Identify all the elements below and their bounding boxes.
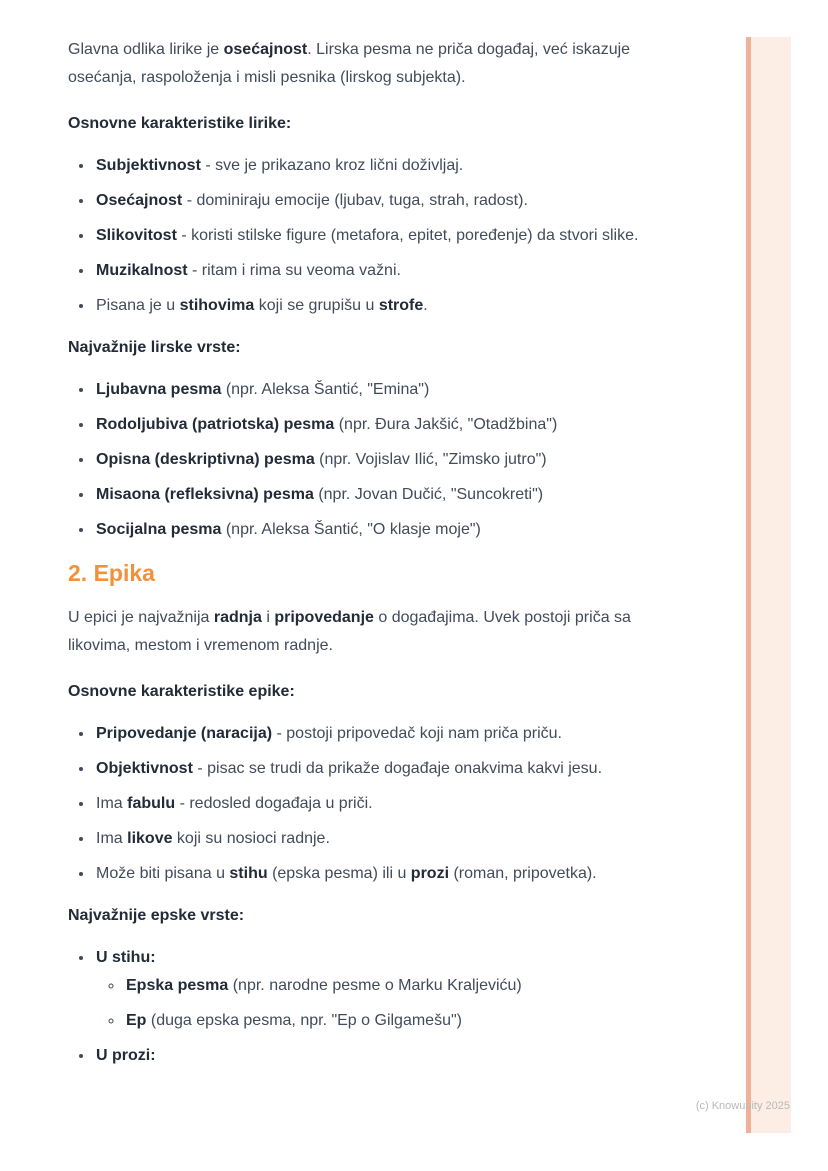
list-item [94, 152, 640, 180]
text-segment: stihu [229, 865, 268, 882]
text-segment: Ima [96, 795, 128, 812]
heading-epika: 2. Epika [68, 560, 155, 586]
epika-characteristics-list [68, 720, 640, 888]
text-segment: prozi [410, 865, 450, 882]
text-segment: (npr. Aleksa Šantić, "O klasje moje") [221, 521, 481, 538]
text-segment: Osećajnost [96, 192, 183, 209]
text-segment: Objektivnost [96, 760, 193, 777]
text-segment: (npr. narodne pesme o Marku Kraljeviću) [228, 977, 522, 994]
text-segment: Socijalna pesma [96, 521, 222, 538]
text-segment: (npr. Vojislav Ilić, "Zimsko jutro") [314, 451, 547, 468]
page-edge-stripe [746, 37, 791, 1133]
heading-epika-types: Najvažnije epske vrste: [68, 907, 245, 924]
list-item-text [96, 949, 156, 966]
text-segment: Pripovedanje (naracija) [96, 725, 273, 742]
text-segment: - koristi stilske figure (metafora, epitet, poređenje) da stvori slike. [176, 227, 639, 244]
list-item [94, 790, 640, 818]
text-segment: Glavna odlika lirike je [68, 41, 224, 58]
text-segment: U prozi: [96, 1047, 156, 1064]
list-item [94, 411, 640, 439]
list-item [94, 944, 640, 1035]
list-item [94, 720, 640, 748]
text-segment: - ritam i rima su veoma važni. [187, 262, 401, 279]
heading-epika-characteristics: Osnovne karakteristike epike: [68, 683, 295, 700]
text-segment: Ljubavna pesma [96, 381, 222, 398]
text-segment: strofe [378, 297, 424, 314]
lirika-characteristics-list [68, 152, 640, 320]
heading-lirika-characteristics: Osnovne karakteristike lirike: [68, 115, 292, 132]
lirika-types-list [68, 376, 640, 544]
list-item [94, 1042, 640, 1070]
list-item [94, 755, 640, 783]
text-segment: (npr. Jovan Dučić, "Suncokreti") [313, 486, 544, 503]
epika-verse-sublist [96, 972, 640, 1035]
list-item [94, 292, 640, 320]
list-item [94, 825, 640, 853]
text-segment: (npr. Aleksa Šantić, "Emina") [221, 381, 430, 398]
list-item [94, 516, 640, 544]
text-segment: pripovedanje [274, 609, 374, 626]
text-segment: stihovima [179, 297, 255, 314]
epika-types-list [68, 944, 640, 1070]
list-item [94, 257, 640, 285]
text-segment: fabulu [127, 795, 176, 812]
text-segment: Ima [96, 830, 128, 847]
text-segment: - postoji pripovedač koji nam priča priču. [272, 725, 562, 742]
text-segment: koji se grupišu u [254, 297, 379, 314]
text-segment: (npr. Đura Jakšić, "Otadžbina") [334, 416, 558, 433]
text-segment: U stihu: [96, 949, 156, 966]
list-item [94, 376, 640, 404]
text-segment: o događajima. Uvek postoji priča sa likovima, mestom i vremenom radnje. [68, 609, 631, 654]
intro-paragraph [68, 36, 640, 92]
list-item [94, 222, 640, 250]
text-segment: likove [127, 830, 173, 847]
text-segment: Pisana je u [96, 297, 180, 314]
text-segment: - pisac se trudi da prikaže događaje onakvima kakvi jesu. [192, 760, 603, 777]
text-segment: Može biti pisana u [96, 865, 230, 882]
text-segment: Slikovitost [96, 227, 177, 244]
text-segment: Rodoljubiva (patriotska) pesma [96, 416, 335, 433]
list-item [124, 1007, 640, 1035]
text-segment: . [423, 297, 428, 314]
list-item [94, 860, 640, 888]
text-segment: - sve je prikazano kroz lični doživljaj. [200, 157, 464, 174]
text-segment: osećajnost [223, 41, 308, 58]
text-segment: - redosled događaja u priči. [175, 795, 373, 812]
list-item [124, 972, 640, 1000]
text-segment: i [261, 609, 275, 626]
text-segment: koji su nosioci radnje. [172, 830, 330, 847]
text-segment: - dominiraju emocije (ljubav, tuga, strah, radost). [182, 192, 528, 209]
text-segment: Epska pesma [126, 977, 229, 994]
text-segment: Ep [126, 1012, 147, 1029]
document-content [68, 36, 640, 1084]
text-segment: (epska pesma) ili u [267, 865, 411, 882]
text-segment: (roman, pripovetka). [449, 865, 597, 882]
text-segment: Muzikalnost [96, 262, 188, 279]
text-segment: Misaona (refleksivna) pesma [96, 486, 314, 503]
list-item [94, 187, 640, 215]
text-segment: (duga epska pesma, npr. "Ep o Gilgamešu") [146, 1012, 462, 1029]
text-segment: radnja [213, 609, 262, 626]
text-segment: . Lirska pesma ne priča događaj, već iskazuje osećanja, raspoloženja i misli pesnika (lirskog subjekta). [68, 41, 631, 86]
epika-intro-paragraph [68, 604, 640, 660]
copyright-footer: (c) Knowunity 2025 [695, 1100, 790, 1112]
text-segment: Opisna (deskriptivna) pesma [96, 451, 315, 468]
text-segment: U epici je najvažnija [68, 609, 214, 626]
list-item [94, 446, 640, 474]
list-item [94, 481, 640, 509]
text-segment: Subjektivnost [96, 157, 201, 174]
heading-lirika-types: Najvažnije lirske vrste: [68, 339, 241, 356]
